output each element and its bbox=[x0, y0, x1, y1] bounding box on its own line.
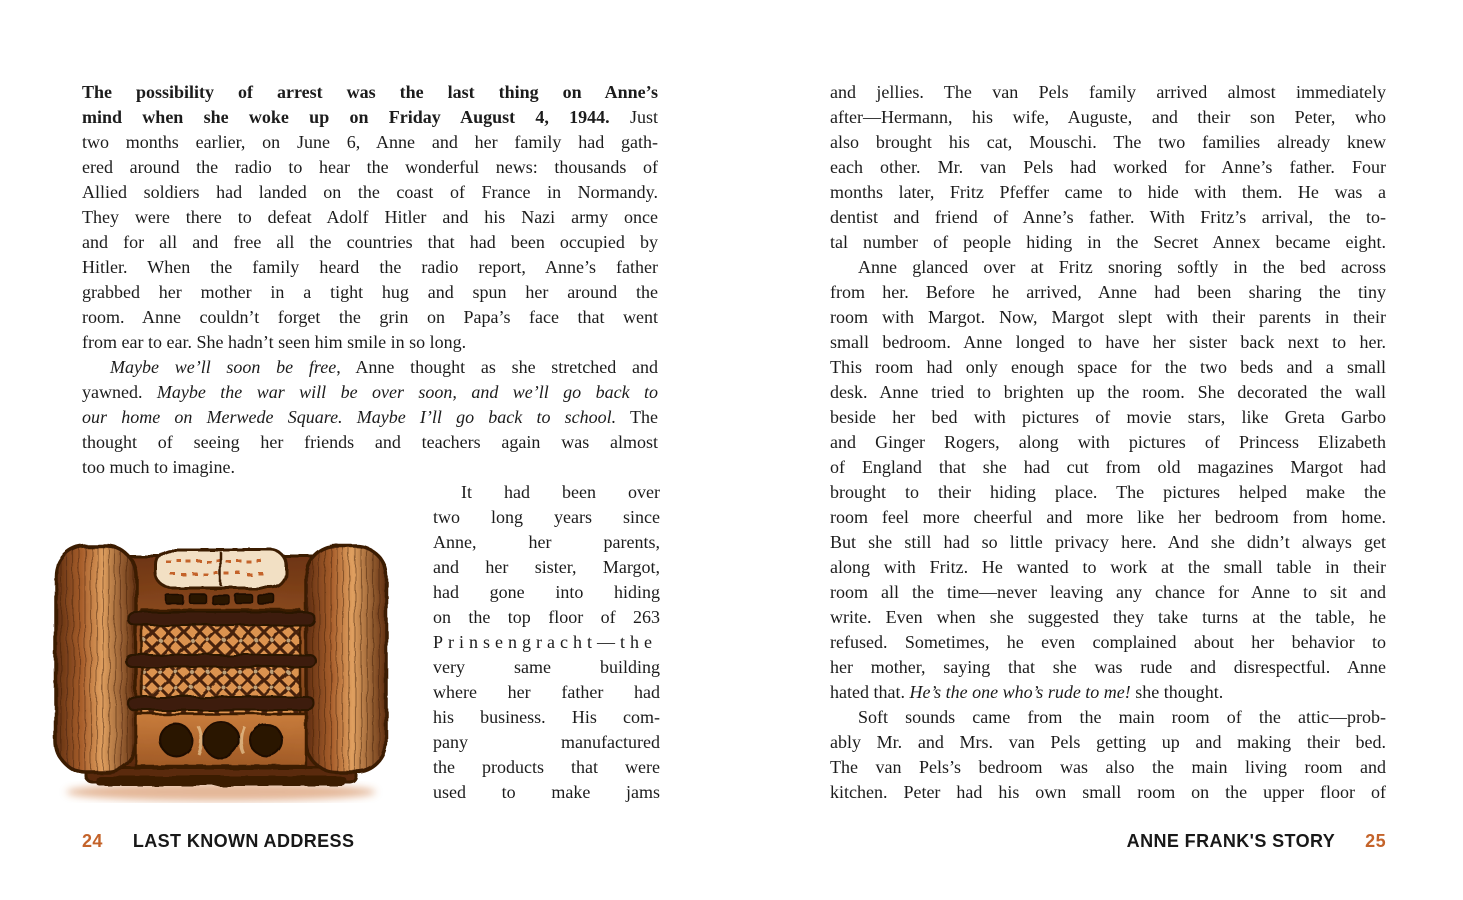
running-head-left: LAST KNOWN ADDRESS bbox=[132, 831, 355, 851]
page-number-left: 24 bbox=[82, 831, 103, 851]
left-page-footer bbox=[82, 831, 354, 857]
page-number-right: 25 bbox=[1365, 831, 1386, 851]
right-page-footer bbox=[830, 831, 1386, 857]
radio-sketch-icon bbox=[40, 520, 402, 808]
left-page-wrapped-text: It had been over two long years since Anne, her parents, and her sister, Margot, had gone into hiding on the top floor of 263 Prinsengracht—the very same building where her father had his business. His com- pany manufactured the products that were used to make jams bbox=[433, 482, 660, 802]
running-head-right: ANNE FRANK'S STORY bbox=[1126, 831, 1336, 851]
left-page-text: The possibility of arrest was the last thing on Anne’s mind when she woke up on Friday August 4, 1944. Just two months earlier, on June 6, Anne and her family had gath- ered around the radio to hear the wonderful news: thousands of Allied soldiers had landed on the coast of France in Normandy. They were there to defeat Adolf Hitler and his Nazi army once and for all and free all the countries that had been occupied by Hitler. When the family heard the radio report, Anne’s father grabbed her mother in a tight hug and spun her around the room. Anne couldn’t forget the grin on Papa’s face that went from ear to ear. She hadn’t seen him smile in so long. Maybe we’ll soon be free, Anne thought as she stretched and yawned. Maybe the war will be over soon, and we’ll go back to our home on Merwede Square. Maybe I’ll go back to school. The thought of seeing her friends and teachers again was almost too much to imagine. bbox=[82, 82, 658, 477]
right-page-text: and jellies. The van Pels family arrived almost immediately after—Hermann, his wife, Auguste, and their son Peter, who also brought his cat, Mouschi. The two families already knew each other. Mr. van Pels had worked for Anne’s father. Four months later, Fritz Pfeffer came to hide with them. He was a dentist and friend of Anne’s father. With Fritz’s arrival, the to- tal number of people hiding in the Secret Annex became eight. Anne glanced over at Fritz snoring softly in the bed across from her. Before he arrived, Anne had been sharing the tiny room with Margot. Now, Margot slept with their parents in their small bedroom. Anne longed to have her sister back next to her. This room had only enough space for the two beds and a small desk. Anne tried to brighten up the room. She decorated the wall beside her bed with pictures of movie stars, like Greta Garbo and Ginger Rogers, along with pictures of Princess Elizabeth of England that she had cut from old magazines Margot had brought to their hiding place. The pictures helped make the room feel more cheerful and more like her bedroom from home. But she still had so little privacy here. And she didn’t always get along with Fritz. He wanted to work at the small table in their room all the time—never leaving any chance for Anne to sit and write. Even when she suggested they take turns at the table, he refused. Sometimes, he even complained about her behavior to her mother, saying that she was rude and disrespectful. Anne hated that. He’s the one who’s rude to me! she thought. Soft sounds came from the main room of the attic—prob- ably Mr. and Mrs. van Pels getting up and making their bed. The van Pels’s bedroom was also the main living room and kitchen. Peter had his own small room on the upper floor of bbox=[830, 82, 1386, 802]
vintage-radio-illustration bbox=[40, 520, 402, 808]
